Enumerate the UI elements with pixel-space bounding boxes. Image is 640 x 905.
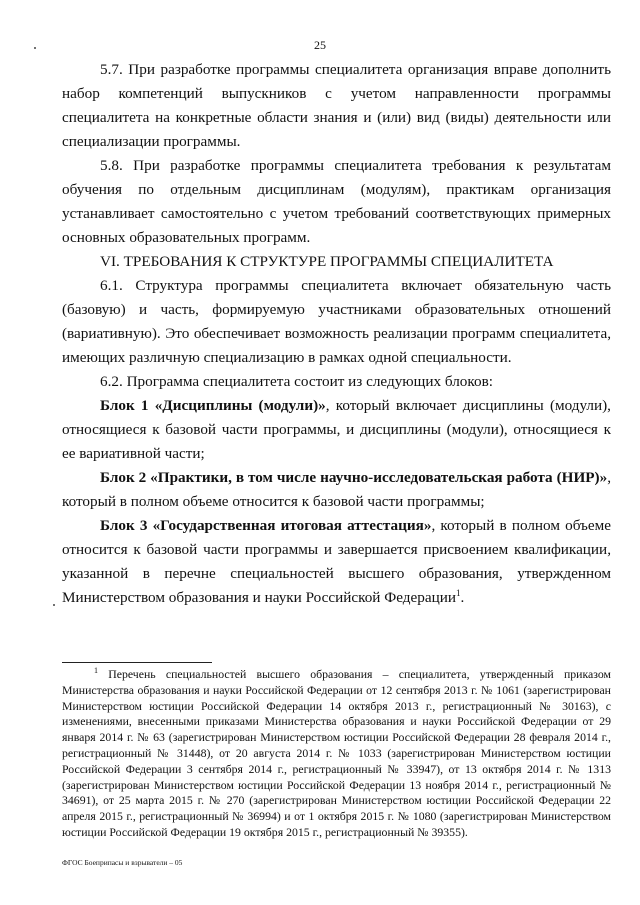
scan-speck xyxy=(53,604,55,606)
footnote-reference[interactable]: 1 xyxy=(455,587,461,598)
paragraph-6-1: 6.1. Структура программы специалитета включает обязательную часть (базовую) и часть, формируемую участниками образовательных отношений (вариативную). Это обеспечивает возможность реализации программ специалитета, имеющих различную специализацию в рамках одной специальности. xyxy=(62,277,611,366)
paragraph-5-7: 5.7. При разработке программы специалитета организация вправе дополнить набор компетенций выпускников с учетом направленности программы специалитета на конкретные области знания и (или) вид (виды) деятельности или специализации программы. xyxy=(62,61,611,150)
page-number: 25 xyxy=(314,38,326,52)
block-3-title: Блок 3 «Государственная итоговая аттестация» xyxy=(100,517,432,534)
document-body xyxy=(62,58,611,610)
block-1-paragraph xyxy=(62,394,611,466)
footnote-divider xyxy=(62,662,212,663)
paragraph-5-8: 5.8. При разработке программы специалитета требования к результатам обучения по отдельным дисциплинам (модулям), практикам организация устанавливает самостоятельно с учетом требований соответствующих примерных основных образовательных программ. xyxy=(62,157,611,246)
block-3-text: , который в полном объеме относится к базовой части программы и завершается присвоением квалификации, указанной в перечне специальностей высшего образования, утвержденном Министерством образования и науки Российской Федерации xyxy=(62,517,611,606)
block-3-end: . xyxy=(460,589,465,606)
page-footer: ФГОС Боеприпасы и взрыватели – 05 xyxy=(62,858,183,867)
block-2-paragraph xyxy=(62,466,611,514)
scan-speck xyxy=(34,47,36,49)
footnote-text: Перечень специальностей высшего образования – специалитета, утвержденный приказом Министерства образования и науки Российской Федерации от 12 сентября 2013 г. № 1061 (зарегистрирован Министерством юстиции Российской Федерации 14 октября 2013 г., регистрационный № 30163), с изменениями, внесенными приказами Министерства образования и науки Российской Федерации от 29 января 2014 г. № 63 (зарегистрирован Министерством юстиции Российской Федерации 28 февраля 2014 г., регистрационный № 31448), от 20 августа 2014 г. № 1033 (зарегистрирован Министерством юстиции Российской Федерации 3 сентября 2014 г., регистрационный № 33947), от 13 октября 2014 г. № 1313 (зарегистрирован Министерством юстиции Российской Федерации 13 ноября 2014 г., регистрационный № 34691), от 25 марта 2015 г. № 270 (зарегистрирован Министерством юстиции Российской Федерации 22 апреля 2015 г., регистрационный № 36994) и от 1 октября 2015 г. № 1080 (зарегистрирован Министерством юстиции Российской Федерации 19 октября 2015 г., регистрационный № 39355). xyxy=(62,667,611,839)
block-2-text: , который в полном объеме относится к базовой части программы; xyxy=(62,469,611,510)
block-3-paragraph xyxy=(62,514,611,610)
footnote xyxy=(62,667,611,841)
paragraph-6-2: 6.2. Программа специалитета состоит из следующих блоков: xyxy=(100,373,493,390)
section-heading: VI. ТРЕБОВАНИЯ К СТРУКТУРЕ ПРОГРАММЫ СПЕЦИАЛИТЕТА xyxy=(100,253,554,270)
footnote-marker: 1 xyxy=(94,666,98,676)
block-2-title: Блок 2 «Практики, в том числе научно-исследовательская работа (НИР)» xyxy=(100,469,608,486)
block-1-text: , который включает дисциплины (модули), относящиеся к базовой части программы, и дисциплины (модули), относящиеся к ее вариативной части; xyxy=(62,397,611,462)
block-1-title: Блок 1 «Дисциплины (модули)» xyxy=(100,397,326,414)
